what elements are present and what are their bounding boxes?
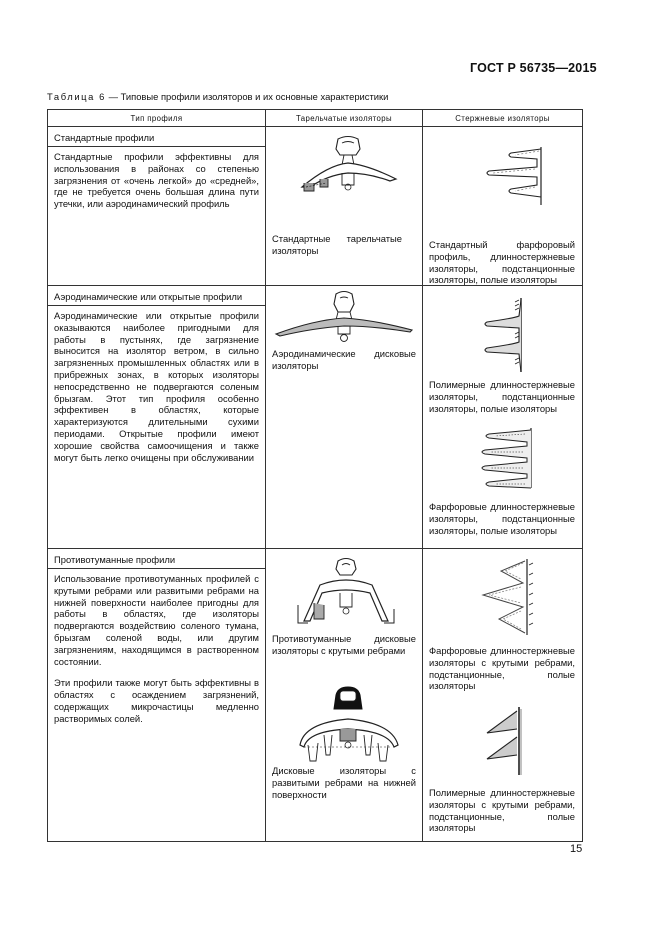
image-caption: Фарфоровые длинностержневые изоляторы с крутыми ребрами, подстанционные, полые изоляторы: [429, 645, 575, 692]
table-row: [48, 549, 583, 842]
profiles-table: [47, 109, 583, 842]
table-header-row: [48, 110, 583, 127]
table-row: [48, 286, 583, 549]
image-caption: Стандартные тарельчатые изоляторы: [272, 233, 402, 256]
column-header: Тип профиля: [48, 110, 266, 127]
description-paragraph: Эти профили также могут быть эффективны в областях с осаждением загрязнений, содержащих микрочастицы медленно растворимых солей.: [54, 677, 259, 724]
caption-text: Типовые профили изоляторов и их основные характеристики: [120, 91, 389, 102]
image-caption: Полимерные длинностержневые изоляторы с крутыми ребрами, подстанционные, полые изоляторы: [429, 787, 575, 834]
table-row: [48, 127, 583, 286]
image-caption: Противотуманные дисковые изоляторы с крутыми ребрами: [272, 633, 416, 656]
section-description: [48, 305, 265, 477]
section-description: [48, 568, 265, 739]
profile-cell: [48, 286, 266, 549]
antifog-disc-insulator-icon: [294, 557, 398, 629]
description-paragraph: Стандартные профили эффективны для использования в районах со степенью загрязнения от «очень легкой» до «средней», где не требуется очень большая длина пути утечки, или аэродинамический профиль: [54, 151, 259, 210]
description-paragraph: Аэродинамические или открытые профили оказываются наиболее пригодными для работы в пустынях, где загрязнение выносится на изолятор ветром, в сильно загрязненных промышленных областях или в прибрежных зонах, в которых изоляторы непосредственно не подвергаются соленым брызгам. Этот тип профиля особенно эффективен в областях, которые характеризуются длительными сухими периодами. Открытые профили имеют хорошие свойства самоочищения и также могут быть легко очищены при обслуживании: [54, 310, 259, 463]
caption-separator: —: [105, 91, 121, 102]
column-header: Тарельчатые изоляторы: [266, 110, 423, 127]
polymer-rod-profile-icon: [475, 296, 531, 374]
section-title: Стандартные профили: [54, 132, 155, 143]
profile-cell: [48, 549, 266, 842]
rod-insulator-cell: [423, 549, 583, 842]
rod-insulator-cell: [423, 127, 583, 286]
page-number: 15: [570, 843, 583, 855]
profile-cell: [48, 127, 266, 286]
steep-rib-porcelain-rod-icon: [471, 557, 537, 637]
image-caption: Стандартный фарфоровый профиль, длинностержневые изоляторы, подстанционные изоляторы, полые изоляторы: [429, 239, 575, 286]
disc-insulator-cell: [266, 286, 423, 549]
porcelain-rod-profile-icon: [481, 145, 551, 207]
image-caption: Дисковые изоляторы с развитыми ребрами на нижней поверхности: [272, 765, 416, 800]
ribbed-disc-insulator-icon: [294, 685, 404, 769]
standard-code: ГОСТ Р 56735—2015: [470, 61, 597, 75]
porcelain-long-rod-profile-icon: [475, 426, 541, 490]
aerodynamic-disc-insulator-icon: [274, 290, 414, 348]
column-header: Стержневые изоляторы: [423, 110, 583, 127]
standard-disc-insulator-icon: [298, 135, 398, 207]
section-title: Аэродинамические или открытые профили: [54, 291, 243, 302]
section-description: [48, 146, 265, 224]
image-caption: Полимерные длинностержневые изоляторы, подстанционные изоляторы, полые изоляторы: [429, 379, 575, 414]
steep-rib-polymer-rod-icon: [475, 705, 531, 777]
disc-insulator-cell: [266, 127, 423, 286]
image-caption: Аэродинамические дисковые изоляторы: [272, 348, 416, 371]
disc-insulator-cell: [266, 549, 423, 842]
description-paragraph: Использование противотуманных профилей с крутыми ребрами или развитыми ребрами на нижней поверхности наиболее пригодны для работы в областях, где изоляторы подвергаются воздействию соленого тумана, брызгам соленой воды, или другим загрязнениям, находящимся в растворенном состоянии.: [54, 573, 259, 667]
rod-insulator-cell: [423, 286, 583, 549]
table-label: Таблица 6: [47, 91, 106, 102]
section-title: Противотуманные профили: [54, 554, 176, 565]
image-caption: Фарфоровые длинностержневые изоляторы, подстанционные изоляторы, полые изоляторы: [429, 501, 575, 536]
table-caption: [47, 91, 388, 102]
